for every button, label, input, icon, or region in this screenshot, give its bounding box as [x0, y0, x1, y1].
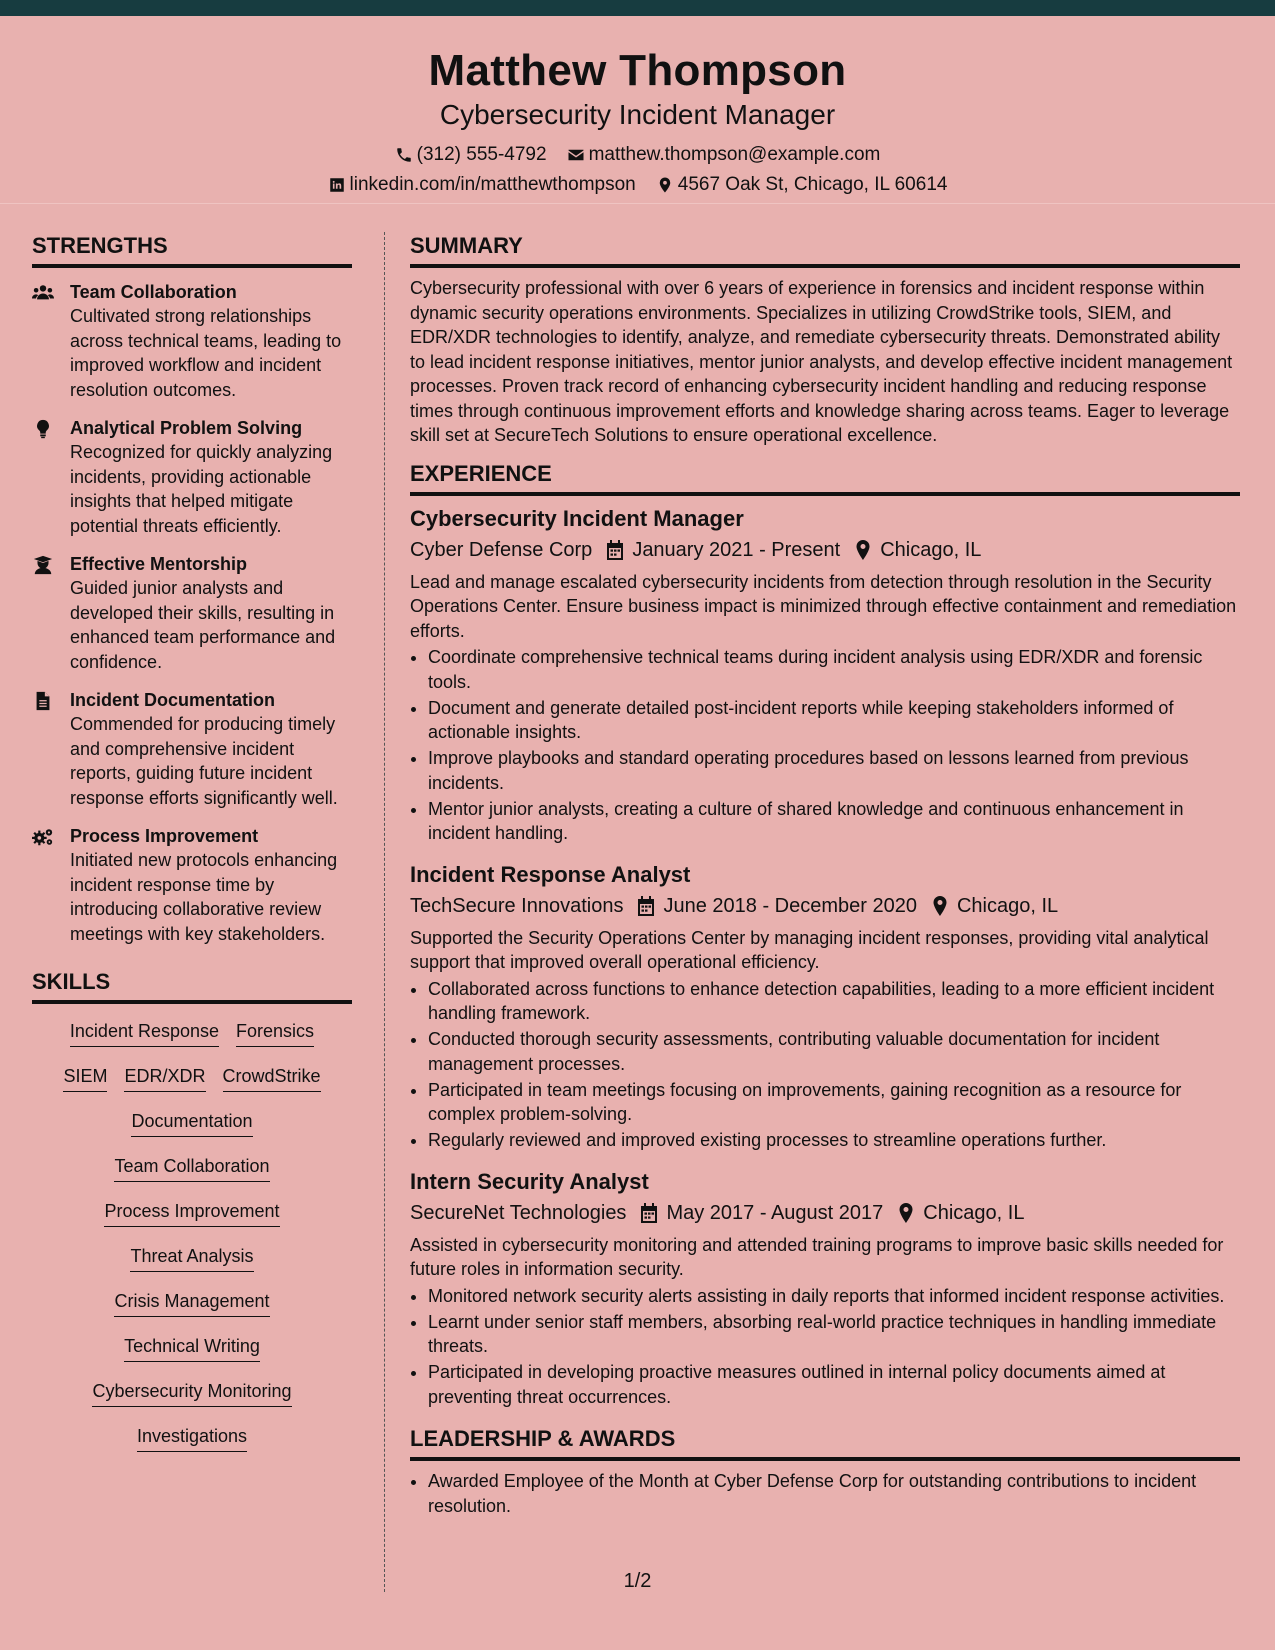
- strength-item: [32, 416, 352, 538]
- job-bullet: • Participated in developing proactive measures outlined in internal policy documents aimed at preventing threat occurrences.: [428, 1360, 1240, 1409]
- job-company: SecureNet Technologies: [410, 1201, 627, 1224]
- left-column: [32, 232, 352, 1468]
- job-bullet: • Collaborated across functions to enhance detection capabilities, leading to a more efficient incident handling framework.: [428, 977, 1240, 1026]
- users-icon: [32, 283, 54, 303]
- job-location: Chicago, IL: [956, 894, 1059, 917]
- job-bullet: • Improve playbooks and standard operating procedures based on lessons learned from previous incidents.: [428, 746, 1240, 795]
- document-icon: [32, 691, 54, 711]
- resume-header: [0, 16, 1275, 200]
- phone-contact: [395, 140, 547, 170]
- strength-desc: Commended for producing timely and comprehensive incident reports, guiding future incident response efforts significantly well.: [70, 714, 338, 808]
- strength-item: [32, 688, 352, 810]
- gears-icon: [32, 827, 54, 847]
- job-bullet: • Learnt under senior staff members, absorbing real-world practice techniques in handling immediate threats.: [428, 1310, 1240, 1359]
- strength-desc: Cultivated strong relationships across technical teams, leading to improved workflow and incident resolution outcomes.: [70, 306, 342, 400]
- candidate-name: Matthew Thompson: [428, 46, 847, 95]
- job-bullet: • Document and generate detailed post-incident reports while keeping stakeholders informed of actionable insights.: [428, 696, 1240, 745]
- job-title: Cybersecurity Incident Manager: [410, 505, 744, 531]
- job-title: Intern Security Analyst: [410, 1168, 649, 1194]
- job-location: Chicago, IL: [880, 538, 982, 561]
- job-dates: January 2021 - Present: [632, 538, 841, 561]
- contact-line-1: [0, 140, 1275, 170]
- job-meta: [410, 534, 1240, 566]
- strength-desc: Guided junior analysts and developed their skills, resulting in enhanced team performance and confidence.: [70, 578, 336, 672]
- job-bullet: • Participated in team meetings focusing on improvements, gaining recognition as a resource for complex problem-solving.: [428, 1078, 1240, 1127]
- awards-list: [410, 1469, 1240, 1518]
- job-meta: [410, 1197, 1240, 1229]
- strength-desc: Recognized for quickly analyzing incidents, providing actionable insights that helped mitigate potential threats efficiently.: [70, 442, 333, 536]
- job-entry: [410, 1167, 1240, 1410]
- skill-tag: SIEM: [63, 1063, 107, 1092]
- phone-text: (312) 555-4792: [416, 144, 547, 165]
- job-company: Cyber Defense Corp: [410, 538, 593, 561]
- job-bullets: [410, 645, 1240, 846]
- job-bullet: • Mentor junior analysts, creating a culture of shared knowledge and continuous enhancement in incident handling.: [428, 797, 1240, 846]
- address-text: 4567 Oak St, Chicago, IL 60614: [677, 174, 948, 195]
- skill-tag: CrowdStrike: [223, 1063, 321, 1092]
- job-bullets: [410, 1284, 1240, 1410]
- strength-title: Team Collaboration: [70, 282, 237, 302]
- map-marker-icon: [931, 896, 949, 916]
- map-marker-icon: [854, 540, 872, 560]
- job-title: Incident Response Analyst: [410, 861, 691, 887]
- strengths-heading: STRENGTHS: [32, 232, 352, 268]
- calendar-icon: [640, 1203, 658, 1223]
- job-bullet: • Regularly reviewed and improved existing processes to streamline operations further.: [428, 1128, 1240, 1153]
- calendar-icon: [637, 896, 655, 916]
- skills-heading: SKILLS: [32, 968, 352, 1004]
- strength-title: Effective Mentorship: [70, 554, 248, 574]
- page-number: 1/2: [623, 1570, 652, 1592]
- linkedin-contact[interactable]: [328, 170, 636, 200]
- strength-desc: Initiated new protocols enhancing incident response time by introducing collaborative review meetings with key stakeholders.: [70, 850, 338, 944]
- skill-tag: Investigations: [137, 1423, 247, 1452]
- skill-tag: Threat Analysis: [130, 1243, 253, 1272]
- strength-item: [32, 552, 352, 674]
- linkedin-text[interactable]: linkedin.com/in/matthewthompson: [349, 174, 636, 195]
- skill-tag: Team Collaboration: [114, 1153, 269, 1182]
- map-marker-icon: [897, 1203, 915, 1223]
- job-bullet: • Monitored network security alerts assisting in daily reports that informed incident response activities.: [428, 1284, 1240, 1309]
- awards-section: [410, 1425, 1240, 1518]
- skill-tag: Cybersecurity Monitoring: [92, 1378, 291, 1407]
- job-entry: [410, 504, 1240, 846]
- contact-line-2: [0, 170, 1275, 200]
- job-company: TechSecure Innovations: [410, 894, 624, 917]
- summary-text: Cybersecurity professional with over 6 years of experience in forensics and incident response within dynamic security operations environments. Specializes in utilizing CrowdStrike tools, SIEM, and EDR/XDR technologies to identify, analyze, and remediate cybersecurity threats. Demonstrated ability to lead incident response initiatives, mentor junior analysts, and develop effective incident management processes. Proven track record of enhancing cybersecurity incident handling and reducing response times through continuous improvement efforts and knowledge sharing across teams. Eager to leverage skill set at SecureTech Solutions to ensure operational excellence.: [410, 278, 1233, 445]
- calendar-icon: [606, 540, 624, 560]
- job-bullet: • Conducted thorough security assessments, contributing valuable documentation for incident management processes.: [428, 1027, 1240, 1076]
- column-divider: [384, 232, 385, 1592]
- skill-tag: Incident Response: [70, 1018, 219, 1047]
- strength-item: [32, 280, 352, 402]
- job-description: Supported the Security Operations Center by managing incident responses, providing vital analytical support that improved overall operational efficiency.: [410, 927, 1209, 972]
- strength-title: Process Improvement: [70, 826, 259, 846]
- skill-tag: Crisis Management: [114, 1288, 269, 1317]
- address-contact: [656, 170, 948, 200]
- skill-tag: Process Improvement: [104, 1198, 279, 1227]
- job-bullet: • Coordinate comprehensive technical teams during incident analysis using EDR/XDR and forensic tools.: [428, 645, 1240, 694]
- job-dates: June 2018 - December 2020: [663, 894, 917, 917]
- email-contact[interactable]: [567, 140, 881, 170]
- job-dates: May 2017 - August 2017: [666, 1201, 884, 1224]
- job-entry: [410, 860, 1240, 1153]
- strength-title: Incident Documentation: [70, 690, 276, 710]
- skills-list: [32, 1018, 352, 1468]
- phone-icon: [395, 146, 413, 164]
- skill-tag: Forensics: [236, 1018, 314, 1047]
- right-column: [410, 232, 1240, 1520]
- strength-item: [32, 824, 352, 946]
- skill-tag: Documentation: [131, 1108, 252, 1137]
- experience-heading: EXPERIENCE: [410, 460, 1240, 496]
- email-text[interactable]: matthew.thompson@example.com: [588, 144, 881, 165]
- map-marker-icon: [656, 176, 674, 194]
- summary-heading: SUMMARY: [410, 232, 1240, 268]
- skill-tag: EDR/XDR: [124, 1063, 205, 1092]
- job-bullets: [410, 977, 1240, 1153]
- job-location: Chicago, IL: [923, 1201, 1025, 1224]
- job-description: Assisted in cybersecurity monitoring and attended training programs to improve basic skills needed for future roles in information security.: [410, 1234, 1224, 1279]
- award-item: • Awarded Employee of the Month at Cyber Defense Corp for outstanding contributions to incident resolution.: [428, 1469, 1240, 1518]
- job-meta: [410, 890, 1240, 922]
- awards-heading: LEADERSHIP & AWARDS: [410, 1425, 1240, 1461]
- envelope-icon: [567, 146, 585, 164]
- top-accent-bar: [0, 0, 1275, 16]
- graduate-icon: [32, 555, 54, 575]
- skill-tag: Technical Writing: [124, 1333, 260, 1362]
- header-separator: [0, 203, 1275, 204]
- candidate-title: Cybersecurity Incident Manager: [439, 99, 836, 130]
- linkedin-icon: [328, 176, 346, 194]
- experience-section: [410, 460, 1240, 1410]
- lightbulb-icon: [32, 419, 54, 439]
- strength-title: Analytical Problem Solving: [70, 418, 303, 438]
- job-description: Lead and manage escalated cybersecurity incidents from detection through resolution in the Security Operations Center. Ensure business impact is minimized through effective containment and remediation efforts.: [410, 571, 1237, 641]
